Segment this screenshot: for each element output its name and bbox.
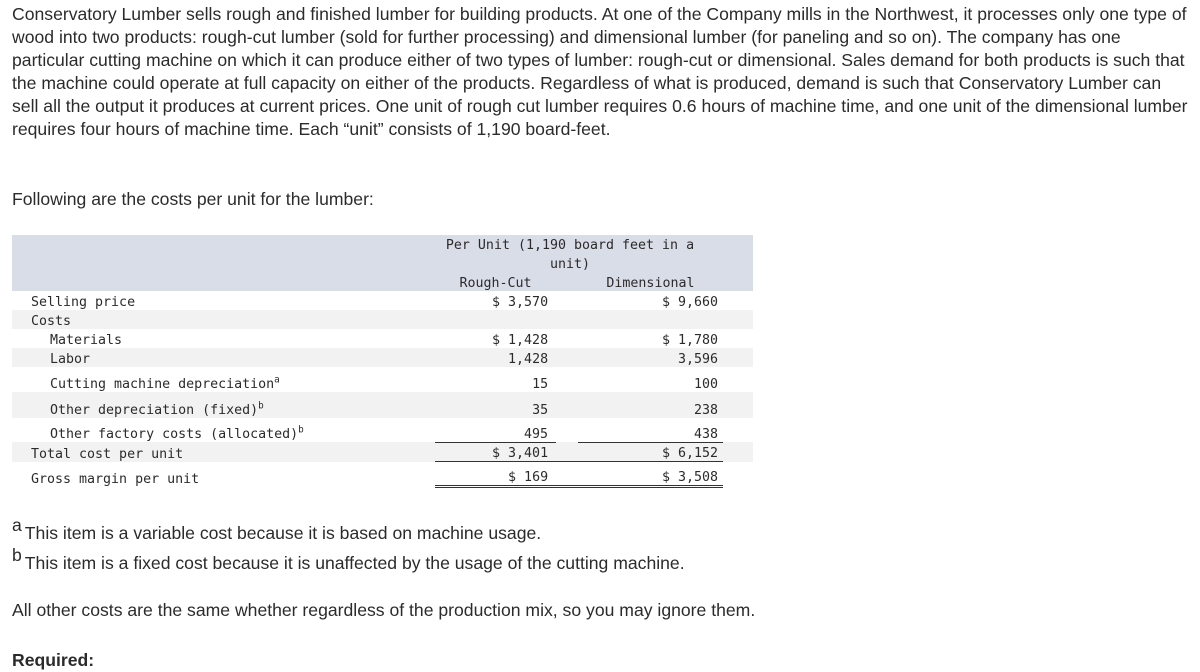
value-labor-dim: 3,596 xyxy=(578,348,723,367)
problem-intro: Conservatory Lumber sells rough and finished lumber for building products. At one of the Company mills in the Northwest, it processes only one type of wood into two products: rough-cut lumber (sold for further processing) and dimensional lumber (for paneling and so on). The company has one particular cutting machine on which it can produce either of two types of lumber: rough-cut or dimensional. Sales demand for both products is such that the machine could operate at full capacity on either of the products. Regardless of what is produced, demand is such that Conservatory Lumber can sell all the output it produces at current prices. One unit of rough cut lumber requires 0.6 hours of machine time, and one unit of the dimensional lumber requires four hours of machine time. Each “unit” consists of 1,190 board-feet. xyxy=(12,4,1188,139)
table-row xyxy=(12,442,753,462)
value-labor-rough: 1,428 xyxy=(435,348,556,367)
footnote-mark: a xyxy=(12,515,22,535)
row-label-materials: Materials xyxy=(12,329,435,348)
row-label-other-factory-costs: Other factory costs (allocated)$^b$ xyxy=(12,418,435,442)
value-materials-rough: $ 1,428 xyxy=(435,329,556,348)
row-label-costs: Costs xyxy=(12,310,435,329)
value-cutting-dep-dim: 100 xyxy=(578,367,723,392)
value-other-factory-dim: 438 xyxy=(578,418,723,442)
table-row xyxy=(12,418,753,442)
table-row xyxy=(12,329,753,348)
value-cutting-dep-rough: 15 xyxy=(435,367,556,392)
footnote-mark: b xyxy=(298,424,304,436)
table-row xyxy=(12,392,753,418)
footnote-mark: a xyxy=(274,374,280,386)
required-heading: Required: xyxy=(12,650,95,670)
footnote-a-text: This item is a variable cost because it is based on machine usage. xyxy=(24,523,542,543)
footnote-mark: b xyxy=(12,545,22,565)
value-other-dep-dim: 238 xyxy=(578,392,723,418)
footnote-b xyxy=(12,545,685,575)
value-gross-margin-dim: $ 3,508 xyxy=(578,462,723,487)
table-row xyxy=(12,291,753,310)
row-label-total-cost: Total cost per unit xyxy=(12,442,435,462)
row-label-cutting-depreciation: Cutting machine depreciation$^a$ xyxy=(12,367,435,392)
row-label-other-depreciation: Other depreciation (fixed)$^b$ xyxy=(12,392,435,418)
value-selling-price-rough: $ 3,570 xyxy=(435,291,556,310)
row-label-selling-price: Selling price xyxy=(12,291,435,310)
table-row xyxy=(12,367,753,392)
table-row xyxy=(12,462,753,487)
column-header-row xyxy=(12,275,753,291)
footnote-b-text: This item is a fixed cost because it is unaffected by the usage of the cutting machine. xyxy=(24,553,685,573)
column-header-rough-cut: Rough-Cut xyxy=(435,275,556,291)
footnote-a xyxy=(12,515,542,545)
value-materials-dim: $ 1,780 xyxy=(578,329,723,348)
cost-table xyxy=(12,235,753,488)
value-selling-price-dim: $ 9,660 xyxy=(578,291,723,310)
footnote-mark: b xyxy=(258,400,264,412)
value-total-cost-rough: $ 3,401 xyxy=(435,442,556,462)
costs-intro: Following are the costs per unit for the lumber: xyxy=(12,189,374,209)
value-other-factory-rough: 495 xyxy=(435,418,556,442)
column-header-dimensional: Dimensional xyxy=(578,275,723,291)
table-row xyxy=(12,348,753,367)
value-total-cost-dim: $ 6,152 xyxy=(578,442,723,462)
value-gross-margin-rough: $ 169 xyxy=(435,462,556,487)
table-row xyxy=(12,310,753,329)
value-other-dep-rough: 35 xyxy=(435,392,556,418)
per-unit-header: Per Unit (1,190 board feet in a unit) xyxy=(445,238,695,272)
table-header-row xyxy=(12,235,753,275)
ignore-note: All other costs are the same whether regardless of the production mix, so you may ignore them. xyxy=(12,600,756,620)
row-label-labor: Labor xyxy=(12,348,435,367)
row-label-gross-margin: Gross margin per unit xyxy=(12,462,435,487)
